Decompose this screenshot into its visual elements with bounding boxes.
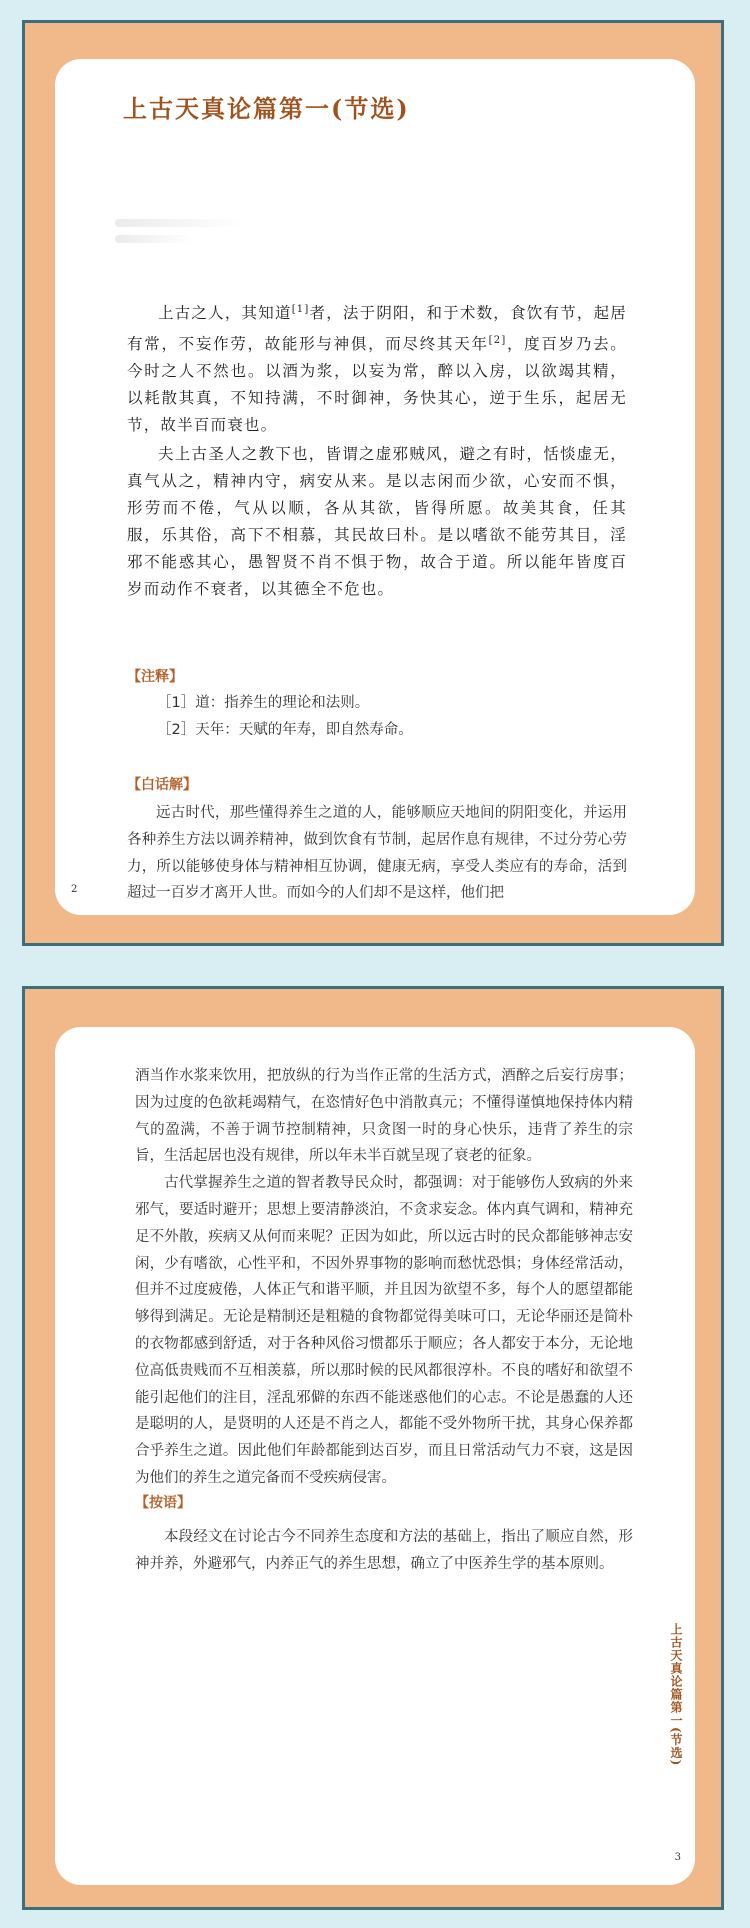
commentary-text: 本段经文在讨论古今不同养生态度和方法的基础上，指出了顺应自然，形神并养，外避邪气，内养正气的养生思想，确立了中医养生学的基本原则。	[135, 1529, 633, 1572]
vernacular-continued	[135, 1063, 633, 1492]
vernacular-section	[127, 774, 627, 907]
page-spread-2	[22, 986, 724, 1910]
page-title: 上古天真论篇第一(节选)	[123, 94, 410, 123]
note-item: ［1］道：指养生的理论和法则。	[157, 695, 370, 711]
classic-paragraph: 夫上古圣人之教下也，皆谓之虚邪贼风，避之有时，恬惔虚无，真气从之，精神内守，病安从来。是以志闲而少欲，心安而不惧，形劳而不倦，气从以顺，各从其欲，皆得所愿。故美其食，任其服，乐其俗，高下不相慕，其民故曰朴。是以嗜欲不能劳其目，淫邪不能惑其心，愚智贤不肖不惧于物，故合于道。所以能年皆度百岁而动作不衰者，以其德全不危也。	[127, 445, 627, 599]
body-paragraph: 古代掌握养生之道的智者教导民众时，都强调：对于能够伤人致病的外来邪气，要适时避开；思想上要清静淡泊，不贪求妄念。体内真气调和，精神充足不外散，疾病又从何而来呢？正因为如此，所以远古时的民众都能够神志安闲，少有嗜欲，心性平和，不因外界事物的影响而愁忧恐惧；身体经常活动，但并不过度疲倦，人体正气和谐平顺，并且因为欲望不多，每个人的愿望都能够得到满足。无论是精制还是粗糙的食物都觉得美味可口，无论华丽还是简朴的衣物都感到舒适，对于各种风俗习惯都乐于顺应；各人都安于本分，无论地位高低贵贱而不互相羡慕，所以那时候的民风都很淳朴。不良的嗜好和欲望不能引起他们的注目，淫乱邪僻的东西不能迷惑他们的心志。不论是愚蠢的人还是聪明的人，是贤明的人还是不肖之人，都能不受外物所干扰，其身心保养都合乎养生之道。因此他们年龄都能到达百岁，而且日常活动气力不衰，这是因为他们的养生之道完备而不受疾病侵害。	[135, 1175, 633, 1486]
note-item: ［2］天年：天赋的年寿，即自然寿命。	[157, 722, 413, 738]
body-paragraph: 酒当作水浆来饮用，把放纵的行为当作正常的生活方式，酒醉之后妄行房事；因为过度的色欲耗竭精气，在恣情好色中消散真元；不懂得谨慎地保持体内精气的盈满，不善于调节控制精神，只贪图一时的身心快乐，违背了养生的宗旨，生活起居也没有规律，所以年未半百就呈现了衰老的征象。	[135, 1068, 633, 1165]
page-spread-1	[22, 20, 724, 946]
vernacular-heading: 【白话解】	[127, 777, 197, 793]
footnote-ref: [1]	[291, 304, 310, 315]
notes-heading: 【注释】	[127, 669, 183, 685]
faint-mark	[115, 235, 195, 243]
vernacular-text: 远古时代，那些懂得养生之道的人，能够顺应天地间的阴阳变化，并运用各种养生方法以调养精神，做到饮食有节制，起居作息有规律，不过分劳心劳力，所以能够使身体与精神相互协调，健康无病，享受人类应有的寿命，活到超过一百岁才离开人世。而如今的人们却不是这样，他们把	[127, 805, 627, 902]
notes-section	[127, 666, 627, 744]
classic-text	[127, 296, 627, 603]
book-page-left	[55, 59, 695, 915]
commentary-section	[135, 1492, 633, 1578]
page-number: 3	[674, 1852, 681, 1863]
classic-paragraph: 上古之人，其知道[1]者，法于阴阳，和于术数，食饮有节，起居有常，不妄作劳，故能形与神俱，而尽终其天年[2]，度百岁乃去。今时之人不然也。以酒为浆，以妄为常，醉以入房，以欲竭其精，以耗散其真，不知持满，不时御神，务快其心，逆于生乐，起居无节，故半百而衰也。	[127, 304, 627, 435]
book-page-right	[55, 1027, 695, 1885]
page-number: 2	[71, 884, 78, 895]
footnote-ref: [2]	[488, 335, 507, 347]
faint-mark	[115, 219, 245, 227]
running-title: 上古天真论篇第一(节选)	[669, 1623, 683, 1767]
commentary-heading: 【按语】	[135, 1495, 191, 1511]
